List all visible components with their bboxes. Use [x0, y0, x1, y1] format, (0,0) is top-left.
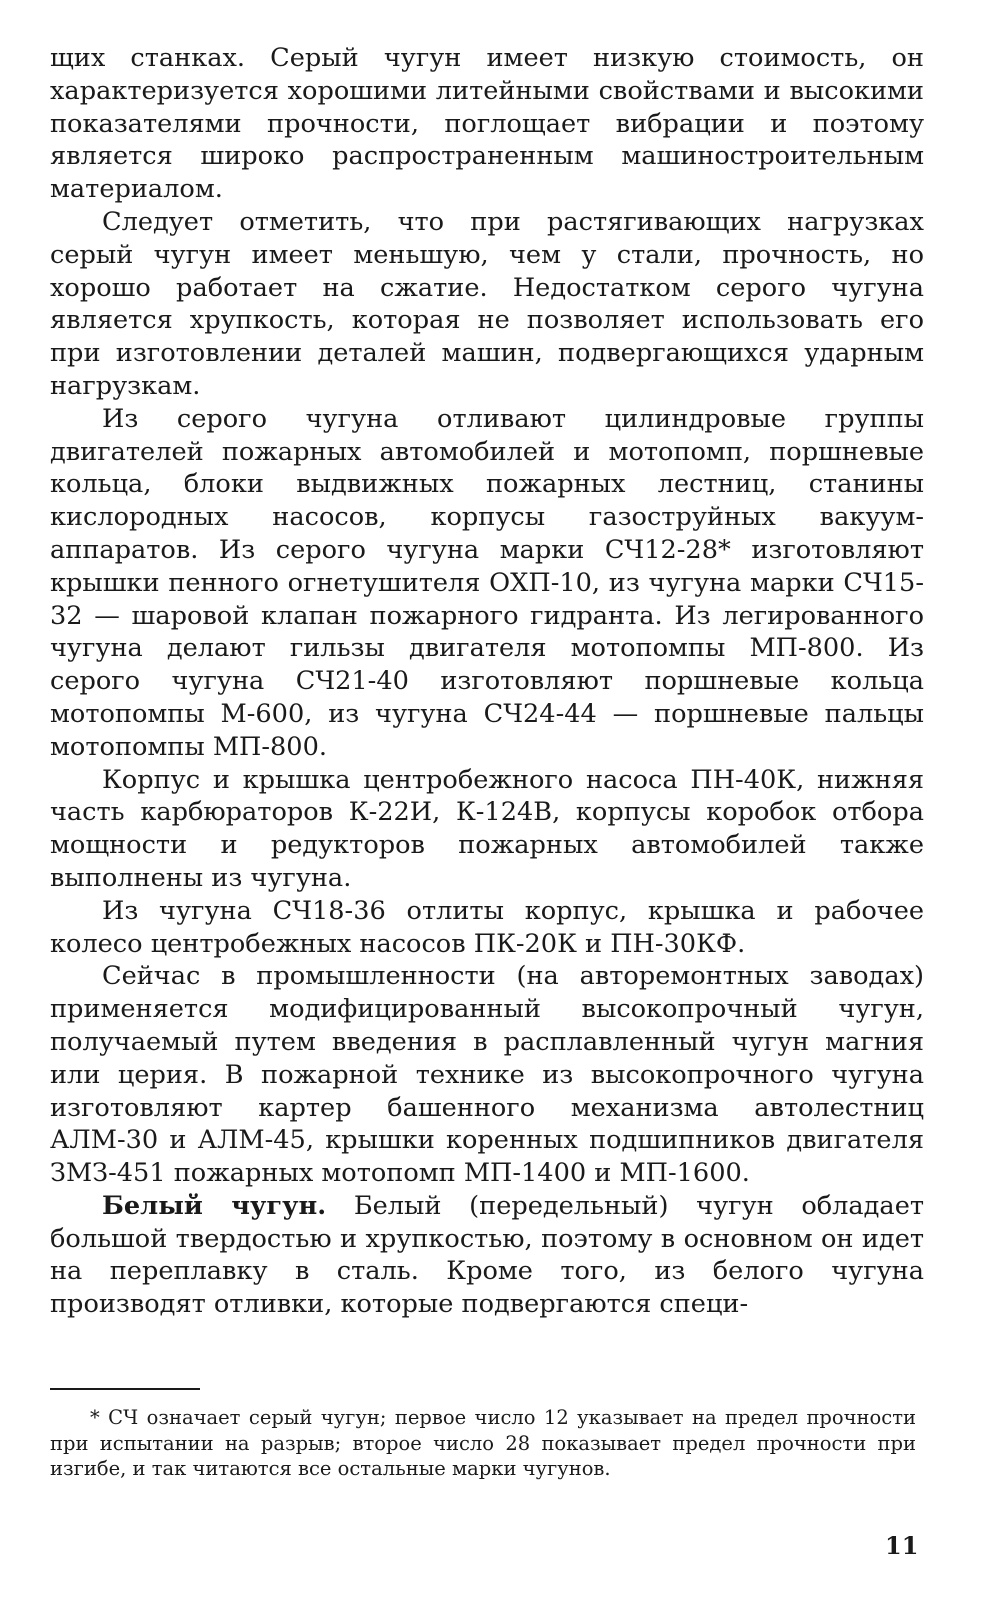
paragraph-7 — [50, 1190, 924, 1321]
section-heading-white-cast-iron: Белый чугун. — [102, 1190, 327, 1221]
paragraph-1: щих станках. Серый чугун имеет низкую стоимость, он характеризуется хорошими литейными свойствами и высокими показателями прочности, поглощает вибрации и поэтому является широко распространенным машиностроительным материалом. — [50, 43, 924, 205]
paragraph-7-text: Белый (передельный) чугун обладает большой твердостью и хрупкостью, поэтому в основном он идет на переплавку в сталь. Кроме того, из белого чугуна производят отливки, которые подвергаются специ- — [50, 1190, 925, 1320]
paragraph-5: Из чугуна СЧ18-36 отлиты корпус, крышка и рабочее колесо центробежных насосов ПК-20К и ПН-30КФ. — [50, 895, 924, 959]
paragraph-6: Сейчас в промышленности (на авторемонтных заводах) применяется модифицированный высокопрочный чугун, получаемый путем введения в расплавленный чугун магния или церия. В пожарной технике из высокопрочного чугуна изготовляют картер башенного механизма автолестниц АЛМ-30 и АЛМ-45, крышки коренных подшипников двигателя ЗМЗ-451 пожарных мотопомп МП-1400 и МП-1600. — [50, 961, 924, 1189]
page-number: 11 — [885, 1531, 919, 1560]
paragraph-4: Корпус и крышка центробежного насоса ПН-40К, нижняя часть карбюраторов К-22И, К-124В, корпусы коробок отбора мощности и редукторов пожарных автомобилей также выполнены из чугуна. — [50, 764, 924, 893]
paragraph-3: Из серого чугуна отливают цилиндровые группы двигателей пожарных автомобилей и мотопомп, поршневые кольца, блоки выдвижных пожарных лестниц, станины кислородных насосов, корпусы газоструйных вакуум-аппаратов. Из серого чугуна марки СЧ12-28* изготовляют крышки пенного огнетушителя ОХП-10, из чугуна марки СЧ15-32 — шаровой клапан пожарного гидранта. Из легированного чугуна делают гильзы двигателя мотопомпы МП-800. Из серого чугуна СЧ21-40 изготовляют поршневые кольца мотопомпы М-600, из чугуна СЧ24-44 — поршневые пальцы мотопомпы МП-800. — [50, 403, 924, 762]
footnote-divider — [50, 1388, 200, 1390]
footnote: * СЧ означает серый чугун; первое число 12 указывает на предел прочности при испытании на разрыв; второе число 28 показывает предел прочности при изгибе, и так читаются все остальные марки чугунов. — [50, 1406, 916, 1480]
page-body — [50, 42, 924, 1321]
paragraph-2: Следует отметить, что при растягивающих нагрузках серый чугун имеет меньшую, чем у стали, прочность, но хорошо работает на сжатие. Недостатком серого чугуна является хрупкость, которая не позволяет использовать его при изготовлении деталей машин, подвергающихся ударным нагрузкам. — [50, 206, 924, 401]
